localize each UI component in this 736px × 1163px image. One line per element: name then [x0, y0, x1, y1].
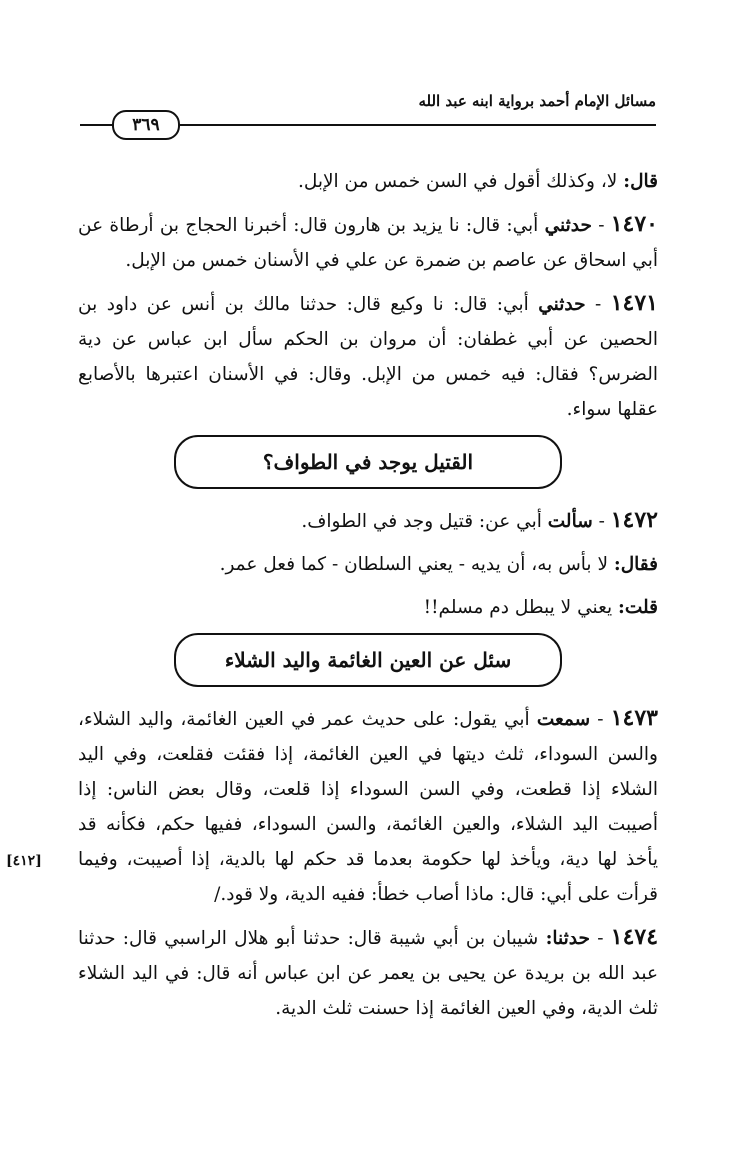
paragraph-label: قال:	[623, 171, 658, 192]
hadith-label: سألت	[547, 511, 593, 532]
hadith-1471	[78, 286, 658, 427]
paragraph-label: فقال:	[613, 554, 658, 575]
hadith-dash: -	[590, 709, 611, 730]
paragraph-text: يعني لا يبطل دم مسلم!!	[423, 597, 619, 618]
hadith-1473	[78, 701, 658, 912]
hadith-label: حدثنا:	[545, 928, 590, 949]
hadith-text: شيبان بن أبي شيبة قال: حدثنا أبو هلال الراسبي قال: حدثنا عبد الله بن بريدة عن يحيى بن يعمر عن ابن عباس أنه قال: في اليد الشلاء ثلث الدية، وفي العين الغائمة إذا حسنت ثلث الدية.	[78, 928, 658, 1019]
hadith-label: حدثني	[538, 294, 586, 315]
paragraph-note	[78, 590, 658, 625]
hadith-1474	[78, 920, 658, 1026]
hadith-text: أبي يقول: على حديث عمر في العين الغائمة، واليد الشلاء، والسن السوداء، ثلث ديتها في العين الغائمة، إذا فقئت فقلعت، وفي اليد الشلاء إذا قطعت، وفي السن السوداء إذا قلعت، وقال بعض الناس: إذا أصيبت اليد الشلاء، والعين الغائمة، والسن السوداء، ففيها حكم، فكأنه قد يأخذ لها دية، ويأخذ لها حكومة بعدما قد حكم لها بالدية، إذا أصيبت، وفيما قرأت على أبي: قال: ماذا أصاب خطأ: ففيه الدية، ولا قود./	[78, 709, 658, 905]
hadith-label: حدثني	[544, 215, 592, 236]
hadith-text: أبي عن: قتيل وجد في الطواف.	[301, 511, 548, 532]
hadith-text: أبي: قال: نا يزيد بن هارون قال: أخبرنا الحجاج بن أرطاة عن أبي اسحاق عن عاصم بن ضمرة عن علي في الأسنان خمس من الإبل.	[78, 215, 658, 271]
paragraph-text: لا بأس به، أن يديه - يعني السلطان - كما فعل عمر.	[219, 554, 614, 575]
hadith-number: ١٤٧٤	[610, 924, 659, 950]
hadith-text: أبي: قال: نا وكيع قال: حدثنا مالك بن أنس عن داود بن الحصين عن أبي غطفان: أن مروان بن الحكم سأل ابن عباس عن دية الضرس؟ فقال: فيه خمس من الإبل. وقال: في الأسنان اعتبرها بالأصابع عقلها سواء.	[78, 294, 658, 420]
hadith-number: ١٤٧٢	[610, 507, 658, 533]
hadith-dash: -	[585, 294, 611, 315]
section-heading-eye-hand: سئل عن العين الغائمة واليد الشلاء	[174, 633, 562, 687]
running-title: مسائل الإمام أحمد برواية ابنه عبد الله	[418, 92, 656, 110]
margin-reference: [٤١٢]	[6, 853, 42, 869]
paragraph-label: قلت:	[618, 597, 658, 618]
paragraph-answer	[78, 164, 658, 199]
paragraph-text: لا، وكذلك أقول في السن خمس من الإبل.	[297, 171, 624, 192]
hadith-dash: -	[589, 928, 611, 949]
page-number: ٣٦٩	[112, 110, 180, 140]
hadith-1470	[78, 207, 658, 278]
hadith-label: سمعت	[536, 709, 591, 730]
paragraph-answer	[78, 547, 658, 582]
hadith-dash: -	[591, 215, 611, 236]
hadith-dash: -	[592, 511, 611, 532]
section-heading-tawaf: القتيل يوجد في الطواف؟	[174, 435, 562, 489]
hadith-number: ١٤٧١	[610, 290, 658, 316]
body-text	[78, 164, 658, 1034]
hadith-number: ١٤٧٠	[610, 211, 658, 237]
hadith-number: ١٤٧٣	[610, 705, 658, 731]
hadith-1472	[78, 503, 658, 539]
